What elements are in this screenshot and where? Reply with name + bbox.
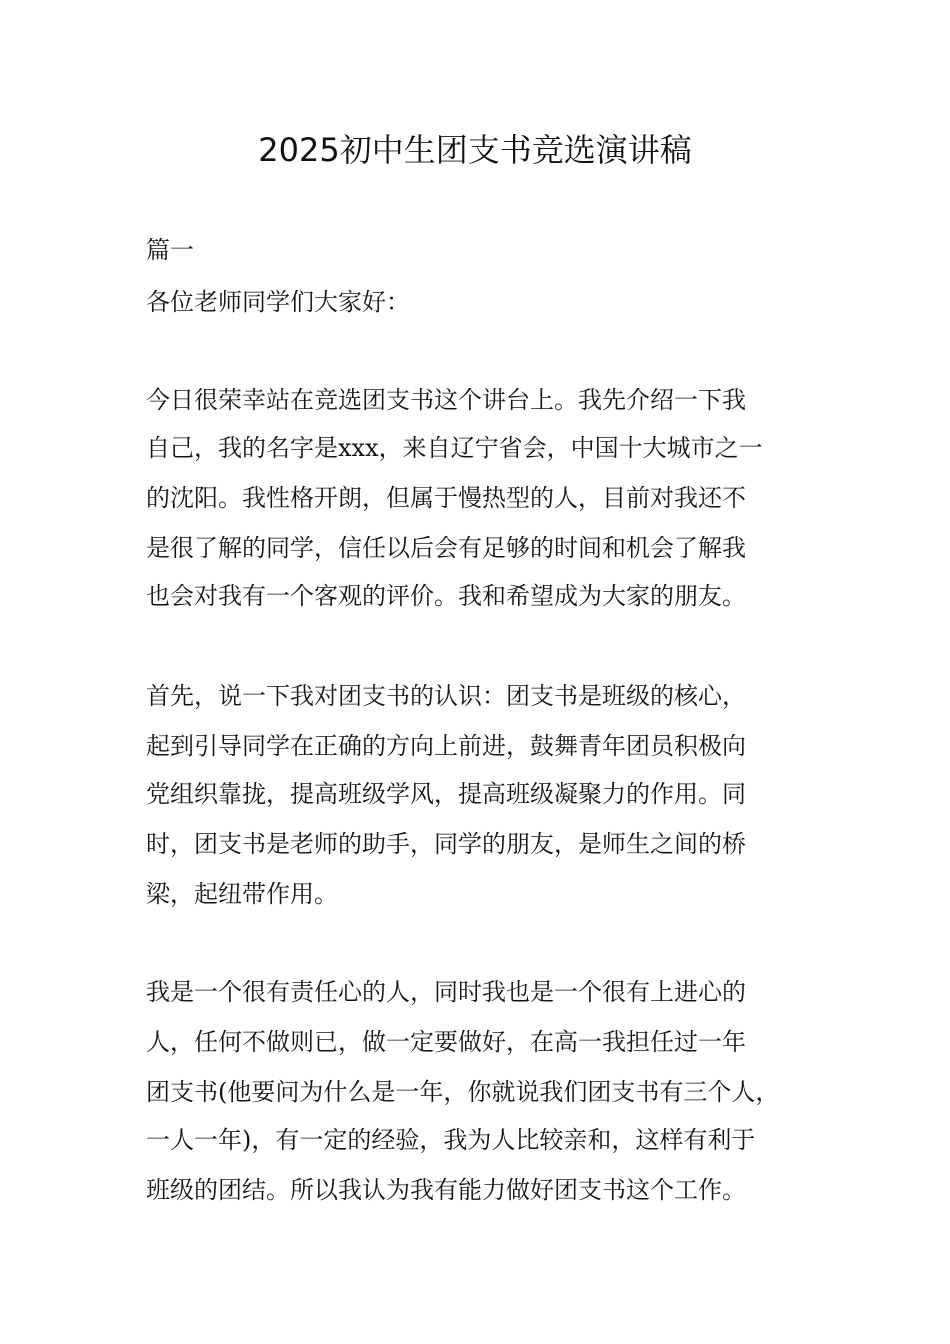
paragraph-line: 党组织靠拢，提高班级学风，提高班级凝聚力的作用。同 xyxy=(146,780,746,808)
greeting-line: 各位老师同学们大家好： xyxy=(146,288,410,316)
paragraph-line: 梁，起纽带作用。 xyxy=(146,880,338,908)
paragraph-line: 是很了解的同学，信任以后会有足够的时间和机会了解我 xyxy=(146,534,746,562)
paragraph-line: 人，任何不做则已，做一定要做好，在高一我担任过一年 xyxy=(146,1028,746,1056)
paragraph-line: 起到引导同学在正确的方向上前进，鼓舞青年团员积极向 xyxy=(146,732,746,760)
paragraph-line: 团支书(他要问为什么是一年，你就说我们团支书有三个人， xyxy=(146,1078,780,1106)
section-label: 篇一 xyxy=(146,236,194,264)
paragraph-line: 一人一年)，有一定的经验，我为人比较亲和，这样有利于 xyxy=(146,1126,756,1154)
paragraph-line: 的沈阳。我性格开朗，但属于慢热型的人，目前对我还不 xyxy=(146,484,746,512)
paragraph-line: 今日很荣幸站在竞选团支书这个讲台上。我先介绍一下我 xyxy=(146,386,746,414)
paragraph-line: 首先，说一下我对团支书的认识：团支书是班级的核心， xyxy=(146,682,746,710)
paragraph-line: 时，团支书是老师的助手，同学的朋友，是师生之间的桥 xyxy=(146,830,746,858)
paragraph-line: 自己，我的名字是xxx，来自辽宁省会，中国十大城市之一 xyxy=(146,434,763,462)
document-title: 2025初中生团支书竞选演讲稿 xyxy=(258,131,692,169)
paragraph-line: 我是一个很有责任心的人，同时我也是一个很有上进心的 xyxy=(146,978,746,1006)
paragraph-line: 班级的团结。所以我认为我有能力做好团支书这个工作。 xyxy=(146,1176,746,1204)
paragraph-line: 也会对我有一个客观的评价。我和希望成为大家的朋友。 xyxy=(146,582,746,610)
